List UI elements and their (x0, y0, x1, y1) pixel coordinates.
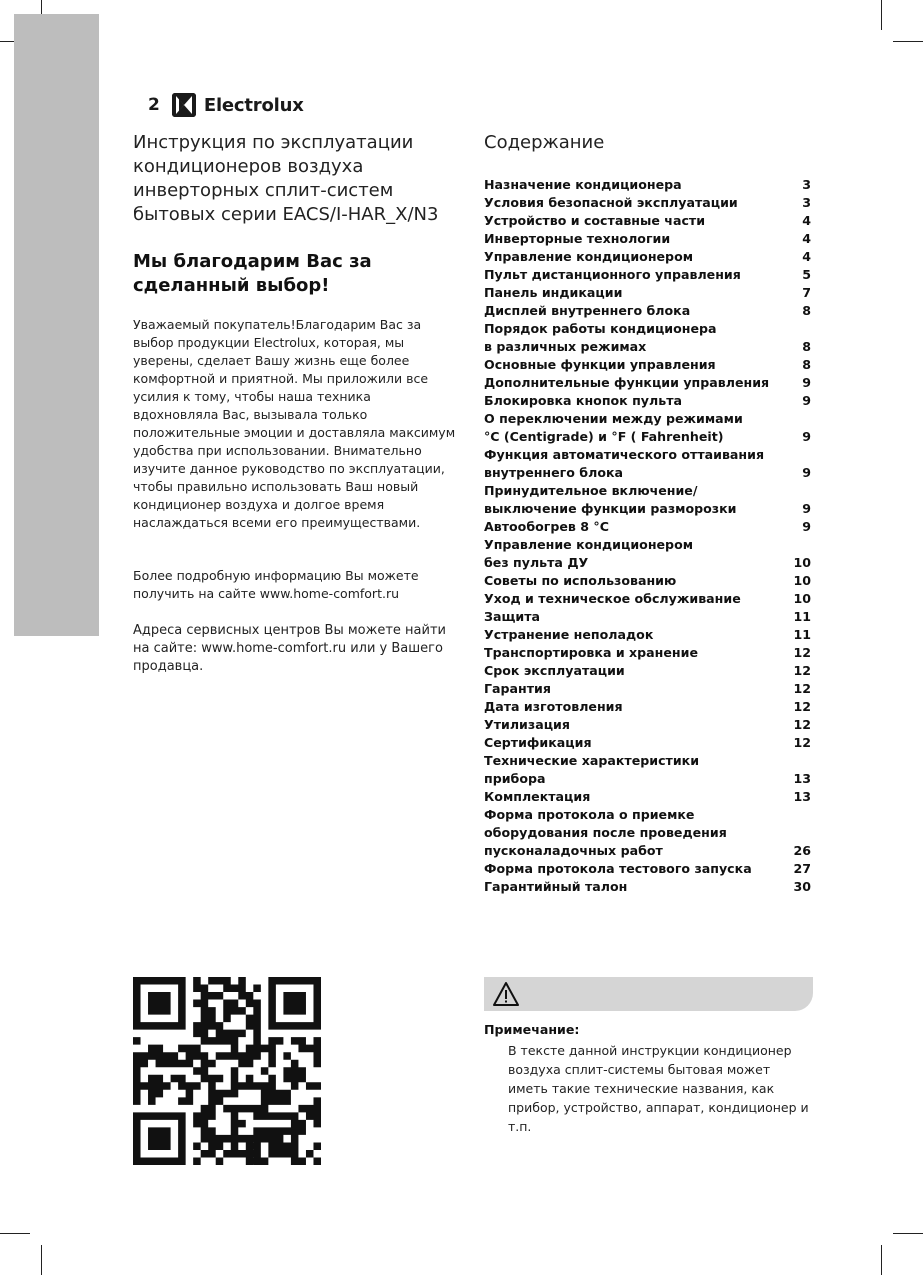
toc-item-page: 30 (793, 879, 811, 894)
toc-item-title: Устранение неполадок (484, 627, 654, 642)
toc-item (484, 734, 811, 752)
toc-item-title: Форма протокола тестового запуска (484, 861, 752, 876)
toc-item-title: Дисплей внутреннего блока (484, 303, 691, 318)
toc-item-page: 13 (793, 789, 811, 804)
toc-item (484, 698, 811, 716)
toc-item-page: 5 (802, 267, 811, 282)
toc-item-page: 26 (793, 843, 811, 858)
toc-item (484, 752, 811, 788)
toc-item (484, 284, 811, 302)
intro-paragraph: Уважаемый покупатель!Благодарим Вас за выбор продукции Electrolux, которая, мы уверены, сделает Вашу жизнь еще более комфортной и приятной. Мы приложили все усилия к тому, чтобы наша техника вдохновляла Вас, вызывала только положительные эмоции и доставляла максимум удобства при использовании. Внимательно изучите данное руководство по эксплуатации, чтобы правильно использовать Ваш новый кондиционер воздуха и долгое время наслаждаться всеми его преимуществами. (133, 317, 456, 530)
toc-item-title: Блокировка кнопок пульта (484, 393, 682, 408)
toc-item-page: 8 (802, 339, 811, 354)
toc-item (484, 392, 811, 410)
crop-mark (0, 1233, 30, 1234)
toc-item-title: Форма протокола о приемке оборудования после проведения пусконаладочных работ (484, 807, 727, 858)
toc-item (484, 356, 811, 374)
toc-item-page: 12 (793, 645, 811, 660)
toc-item-page: 12 (793, 699, 811, 714)
toc-item (484, 212, 811, 230)
toc-item-title: Срок эксплуатации (484, 663, 625, 678)
toc-item (484, 482, 811, 518)
toc-item-title: Инверторные технологии (484, 231, 671, 246)
toc-item-title: Сертификация (484, 735, 592, 750)
toc-item-page: 10 (793, 573, 811, 588)
toc-item-page: 13 (793, 771, 811, 786)
warning-icon (492, 981, 520, 1007)
note-label: Примечание: (484, 1022, 580, 1037)
toc-item-title: Управление кондиционером без пульта ДУ (484, 537, 694, 570)
toc-item-title: Порядок работы кондиционера в различных режимах (484, 321, 717, 354)
toc-item-page: 9 (802, 465, 811, 480)
table-of-contents (484, 176, 811, 896)
toc-item-title: Принудительное включение/ выключение функции разморозки (484, 483, 737, 516)
toc-item-title: Условия безопасной эксплуатации (484, 195, 738, 210)
qr-code (133, 977, 321, 1165)
toc-item-page: 12 (793, 663, 811, 678)
brand-logo (172, 93, 304, 117)
toc-item-title: Основные функции управления (484, 357, 716, 372)
more-info-paragraph: Более подробную информацию Вы можете получить на сайте www.home-comfort.ru (133, 568, 419, 601)
toc-item-title: Уход и техническое обслуживание (484, 591, 741, 606)
service-paragraph: Адреса сервисных центров Вы можете найти на сайте: www.home-comfort.ru или у Вашего продавца. (133, 623, 446, 674)
document-title: Инструкция по эксплуатации кондиционеров воздуха инверторных сплит-систем бытовых серии EACS/I-HAR_X/N3 (133, 132, 439, 225)
page-number: 2 (148, 95, 160, 115)
toc-item (484, 608, 811, 626)
toc-item-title: Гарантия (484, 681, 551, 696)
page-header (148, 90, 304, 120)
toc-item-title: Панель индикации (484, 285, 623, 300)
toc-item (484, 590, 811, 608)
toc-item-page: 11 (793, 609, 811, 624)
toc-item-title: Утилизация (484, 717, 570, 732)
toc-item (484, 320, 811, 356)
toc-item-page: 11 (793, 627, 811, 642)
toc-item-page: 9 (802, 393, 811, 408)
toc-item-page: 8 (802, 303, 811, 318)
toc-item-page: 4 (802, 213, 811, 228)
toc-item-title: Управление кондиционером (484, 249, 694, 264)
toc-item-page: 12 (793, 735, 811, 750)
toc-item (484, 248, 811, 266)
toc-item (484, 230, 811, 248)
toc-item (484, 374, 811, 392)
toc-item-title: Транспортировка и хранение (484, 645, 698, 660)
toc-item (484, 194, 811, 212)
toc-title: Содержание (484, 132, 605, 153)
toc-item-page: 3 (802, 195, 811, 210)
crop-mark (881, 0, 882, 30)
thanks-heading: Мы благодарим Вас за сделанный выбор! (133, 251, 372, 296)
toc-item (484, 644, 811, 662)
toc-item (484, 626, 811, 644)
toc-item-title: Дата изготовления (484, 699, 623, 714)
toc-item-page: 9 (802, 519, 811, 534)
side-decor-bar (14, 14, 99, 636)
toc-item-page: 9 (802, 375, 811, 390)
toc-item-title: Советы по использованию (484, 573, 677, 588)
toc-item (484, 266, 811, 284)
toc-item (484, 878, 811, 896)
toc-item (484, 518, 811, 536)
toc-item-title: Устройство и составные части (484, 213, 706, 228)
toc-item-page: 10 (793, 591, 811, 606)
toc-item-title: Функция автоматического оттаивания внутреннего блока (484, 447, 765, 480)
toc-item-title: Дополнительные функции управления (484, 375, 770, 390)
crop-mark (881, 1245, 882, 1275)
toc-item-page: 4 (802, 231, 811, 246)
toc-item (484, 680, 811, 698)
toc-item-page: 4 (802, 249, 811, 264)
qr-modules (133, 977, 321, 1165)
electrolux-logo-icon (172, 93, 196, 117)
note-text: В тексте данной инструкции кондиционер воздуха сплит-системы бытовая может иметь такие технические названия, как прибор, устройство, аппарат, кондиционер и т.п. (508, 1043, 809, 1134)
toc-item (484, 860, 811, 878)
toc-item (484, 302, 811, 320)
toc-item-page: 27 (793, 861, 811, 876)
toc-item (484, 716, 811, 734)
toc-item (484, 176, 811, 194)
note-warning-bar (484, 977, 813, 1011)
toc-item-page: 10 (793, 555, 811, 570)
crop-mark (893, 1233, 923, 1234)
toc-item-page: 3 (802, 177, 811, 192)
crop-mark (41, 1245, 42, 1275)
toc-item-title: Технические характеристики прибора (484, 753, 700, 786)
crop-mark (893, 41, 923, 42)
toc-item (484, 536, 811, 572)
toc-item-title: Защита (484, 609, 540, 624)
toc-item (484, 806, 811, 860)
toc-item (484, 788, 811, 806)
toc-item-title: Комплектация (484, 789, 591, 804)
toc-item-page: 9 (802, 501, 811, 516)
toc-item-page: 9 (802, 429, 811, 444)
toc-item (484, 446, 811, 482)
toc-item-page: 8 (802, 357, 811, 372)
brand-name: Electrolux (203, 94, 304, 116)
toc-item (484, 410, 811, 446)
toc-item-title: Назначение кондиционера (484, 177, 682, 192)
toc-item-page: 12 (793, 717, 811, 732)
toc-item-page: 12 (793, 681, 811, 696)
toc-item-page: 7 (802, 285, 811, 300)
toc-item-title: Пульт дистанционного управления (484, 267, 741, 282)
toc-item (484, 662, 811, 680)
toc-item (484, 572, 811, 590)
toc-item-title: О переключении между режимами °C (Centigrade) и °F ( Fahrenheit) (484, 411, 743, 444)
toc-item-title: Гарантийный талон (484, 879, 628, 894)
toc-item-title: Автообогрев 8 °С (484, 519, 609, 534)
